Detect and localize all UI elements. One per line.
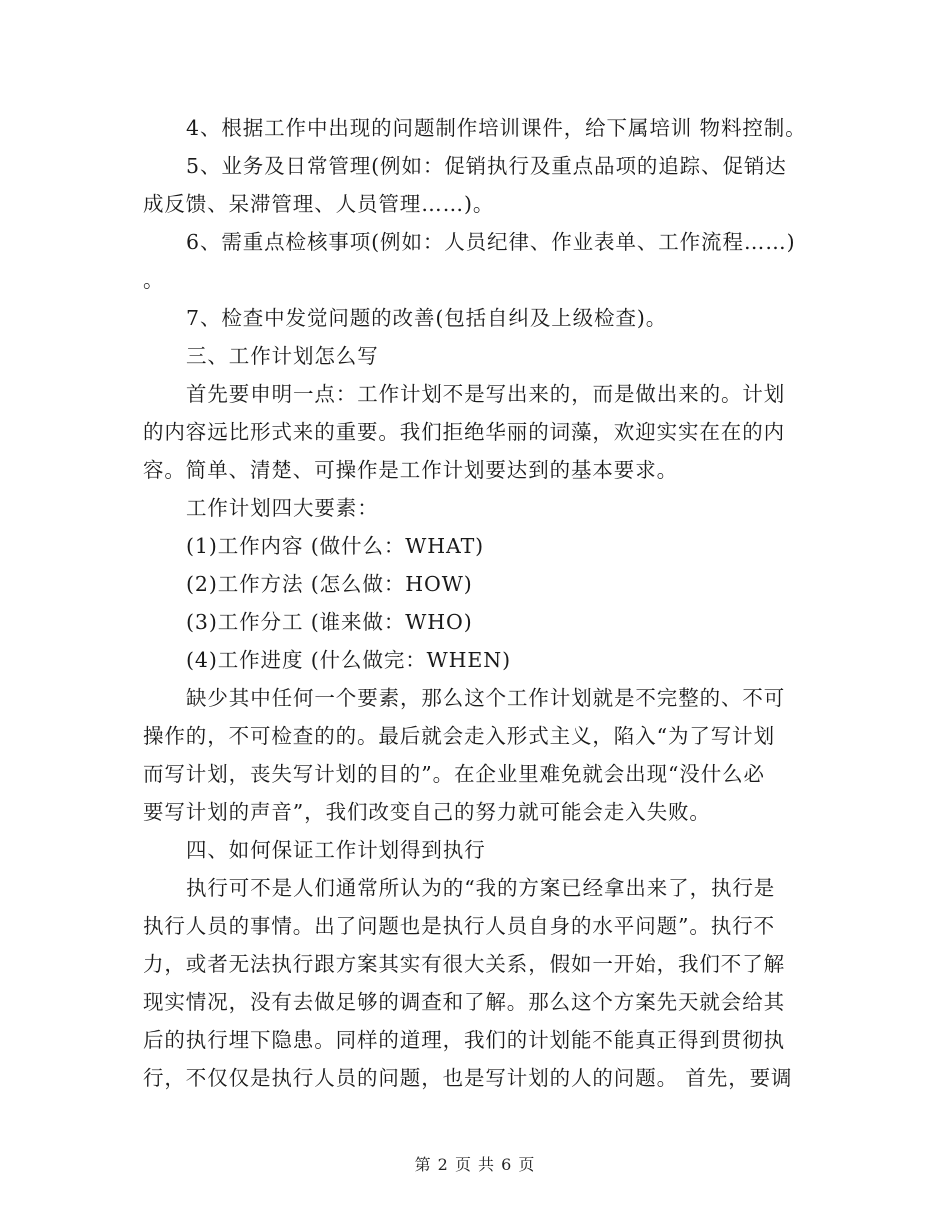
paragraph-line: 现实情况，没有去做足够的调查和了解。那么这个方案先天就会给其 [143, 990, 785, 1014]
paragraph-line: 4、根据工作中出现的问题制作培训课件，给下属培训 物料控制。 [186, 116, 807, 140]
paragraph-line: 执行人员的事情。出了问题也是执行人员自身的水平问题”。执行不 [143, 914, 775, 938]
section-heading: 四、如何保证工作计划得到执行 [186, 838, 486, 862]
paragraph-line: 的内容远比形式来的重要。我们拒绝华丽的词藻，欢迎实实在在的内 [143, 420, 785, 444]
paragraph-line: 力，或者无法执行跟方案其实有很大关系，假如一开始，我们不了解 [143, 952, 785, 976]
paragraph-line: 要写计划的声音”，我们改变自己的努力就可能会走入失败。 [143, 800, 711, 824]
paragraph-line: 行，不仅仅是执行人员的问题，也是写计划的人的问题。 首先，要调 [143, 1066, 793, 1090]
paragraph-line: 后的执行埋下隐患。同样的道理，我们的计划能不能真正得到贯彻执 [143, 1028, 785, 1052]
list-item: (3)工作分工 (谁来做：WHO) [186, 610, 473, 634]
paragraph-line: 缺少其中任何一个要素，那么这个工作计划就是不完整的、不可 [186, 686, 786, 710]
page-number: 第 2 页 共 6 页 [414, 1155, 536, 1174]
paragraph-line: 容。简单、清楚、可操作是工作计划要达到的基本要求。 [143, 458, 678, 482]
list-item: (1)工作内容 (做什么：WHAT) [186, 534, 485, 558]
page-footer [0, 1152, 950, 1175]
paragraph-line: 首先要申明一点：工作计划不是写出来的，而是做出来的。计划 [186, 382, 786, 406]
paragraph-line: 5、业务及日常管理(例如：促销执行及重点品项的追踪、促销达 [186, 154, 787, 178]
paragraph-line: 执行可不是人们通常所认为的“我的方案已经拿出来了，执行是 [186, 876, 776, 900]
paragraph-line: 7、检查中发觉问题的改善(包括自纠及上级检查)。 [186, 306, 668, 330]
section-heading: 三、工作计划怎么写 [186, 344, 379, 368]
paragraph-line: 而写计划，丧失写计划的目的”。在企业里难免就会出现“没什么必 [143, 762, 765, 786]
paragraph-line: 6、需重点检核事项(例如：人员纪律、作业表单、工作流程……) [186, 230, 796, 254]
paragraph-line: 。 [143, 268, 165, 292]
paragraph-line: 操作的，不可检查的的。最后就会走入形式主义，陷入“为了写计划 [143, 724, 775, 748]
paragraph-line: 成反馈、呆滞管理、人员管理……)。 [143, 192, 495, 216]
paragraph-line: 工作计划四大要素： [186, 496, 379, 520]
list-item: (2)工作方法 (怎么做：HOW) [186, 572, 473, 596]
list-item: (4)工作进度 (什么做完：WHEN) [186, 648, 511, 672]
